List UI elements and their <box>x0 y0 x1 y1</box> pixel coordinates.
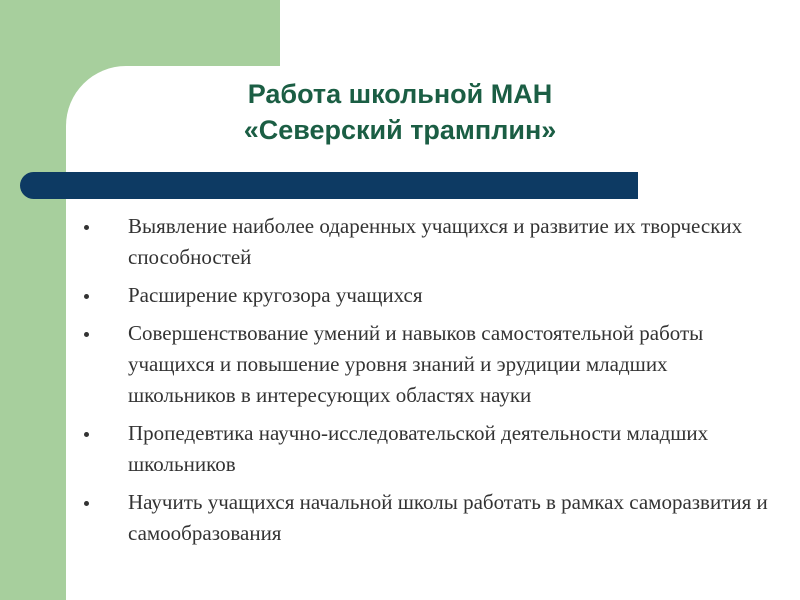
bullet-item <box>78 418 778 480</box>
bullet-text: Пропедевтика научно-исследовательской деятельности младших школьников <box>128 421 709 476</box>
bullet-dot-icon <box>84 294 89 299</box>
bullet-item <box>78 318 778 411</box>
bullet-dot-icon <box>84 225 89 230</box>
bullet-text: Выявление наиболее одаренных учащихся и развитие их творческих способностей <box>128 214 743 269</box>
slide-title-line-1: Работа школьной МАН <box>247 79 553 109</box>
title-divider-bar <box>20 172 638 199</box>
bullet-dot-icon <box>84 501 89 506</box>
slide-title-line-2: «Северский трамплин» <box>243 115 557 145</box>
bullet-item <box>78 211 778 273</box>
bullet-item <box>78 487 778 549</box>
slide-title <box>140 76 660 148</box>
bullet-dot-icon <box>84 432 89 437</box>
bullet-list <box>78 211 778 556</box>
bullet-item <box>78 280 778 311</box>
bullet-dot-icon <box>84 332 89 337</box>
bullet-text: Научить учащихся начальной школы работать в рамках саморазвития и самообразования <box>128 490 768 545</box>
bullet-text: Совершенствование умений и навыков самостоятельной работы учащихся и повышение уровня знаний и эрудиции младших школьников в интересующих областях науки <box>128 321 704 407</box>
bullet-text: Расширение кругозора учащихся <box>128 283 423 307</box>
